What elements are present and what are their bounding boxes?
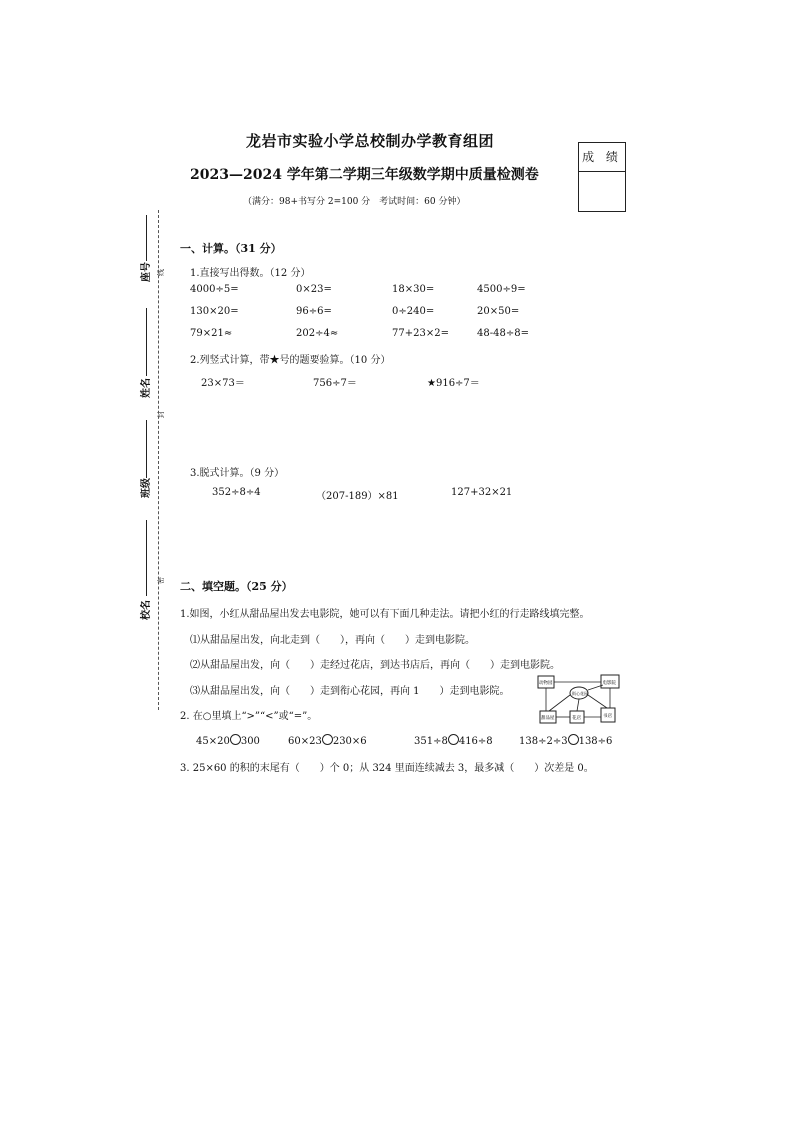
side-school-label: 校名 bbox=[141, 600, 152, 620]
fill-q1-title: 1.如图，小红从甜品屋出发去电影院，她可以有下面几种走法。请把小红的行走路线填完整。 bbox=[180, 609, 590, 620]
side-seat-line bbox=[146, 215, 147, 261]
map-label-zoo: 动物园 bbox=[539, 681, 553, 686]
calc-item: 0÷240= bbox=[392, 306, 435, 317]
score-box bbox=[578, 142, 626, 212]
side-name-label: 姓名 bbox=[141, 378, 152, 398]
compare-right: 230×6 bbox=[332, 736, 367, 747]
side-class-line bbox=[146, 420, 147, 478]
compare-item bbox=[288, 734, 367, 747]
side-seat-label: 座号 bbox=[141, 262, 152, 282]
compare-item bbox=[519, 734, 612, 747]
compare-left: 351÷8 bbox=[414, 736, 448, 747]
compare-item bbox=[196, 734, 260, 747]
map-label-book: 书店 bbox=[603, 714, 612, 719]
map-label-garden: 街心花园 bbox=[572, 691, 588, 696]
side-mark-seal: 封 bbox=[157, 411, 165, 418]
step-calc-item: 127+32×21 bbox=[451, 487, 513, 498]
map-label-sweet: 甜品屋 bbox=[541, 716, 555, 721]
compare-left: 138÷2÷3 bbox=[519, 736, 568, 747]
vertical-calc-item: 23×73＝ bbox=[201, 378, 245, 389]
calc-item: 96÷6= bbox=[296, 306, 332, 317]
side-mark-line: 线 bbox=[157, 269, 165, 276]
calc-item: 130×20= bbox=[190, 306, 239, 317]
side-class-label: 班级 bbox=[141, 478, 152, 498]
calc-item: 48-48÷8= bbox=[477, 328, 529, 339]
compare-left: 45×20 bbox=[196, 736, 230, 747]
calc-item: 0×23= bbox=[296, 284, 332, 295]
calc-item: 202÷4≈ bbox=[296, 328, 339, 339]
map-label-cinema: 电影院 bbox=[602, 681, 616, 686]
map-label-flower: 花店 bbox=[572, 716, 581, 721]
route-line-1: ⑴从甜品屋出发，向北走到（ ），再向（ ）走到电影院。 bbox=[190, 635, 475, 646]
q1-title: 1.直接写出得数。（12 分） bbox=[190, 268, 311, 279]
compare-circle[interactable] bbox=[230, 734, 241, 745]
calc-item: 4000÷5= bbox=[190, 284, 239, 295]
q3-title: 3.脱式计算。（9 分） bbox=[190, 468, 285, 479]
route-line-2: ⑵从甜品屋出发，向（ ）走经过花店，到达书店后，再向（ ）走到电影院。 bbox=[190, 660, 560, 671]
calc-item: 79×21≈ bbox=[190, 328, 233, 339]
compare-circle[interactable] bbox=[448, 734, 459, 745]
fill-q2-title: 2. 在○里填上“>”“<”或“=”。 bbox=[180, 711, 318, 722]
calc-item: 20×50= bbox=[477, 306, 520, 317]
q2-title: 2.列竖式计算，带★号的题要验算。（10 分） bbox=[190, 355, 391, 366]
calc-item: 4500÷9= bbox=[477, 284, 526, 295]
compare-circle[interactable] bbox=[568, 734, 579, 745]
exam-title: 2023—2024 学年第二学期三年级数学期中质量检测卷 bbox=[190, 167, 539, 183]
compare-right: 138÷6 bbox=[578, 736, 613, 747]
compare-right: 416÷8 bbox=[458, 736, 493, 747]
score-label: 成 绩 bbox=[579, 143, 625, 172]
exam-meta: （满分：98+书写分 2=100 分 考试时间：60 分钟） bbox=[243, 197, 466, 207]
step-calc-item: （207-189）×81 bbox=[316, 491, 399, 502]
route-line-3: ⑶从甜品屋出发，向（ ）走到衔心花园，再向 1 ）走到电影院。 bbox=[190, 686, 510, 697]
compare-right: 300 bbox=[240, 736, 260, 747]
side-name-line bbox=[146, 308, 147, 376]
calc-item: 77+23×2= bbox=[392, 328, 449, 339]
side-school-line bbox=[146, 520, 147, 596]
route-map bbox=[537, 673, 620, 725]
binding-dashed-line bbox=[158, 210, 159, 710]
side-mark-secret: 密 bbox=[157, 577, 165, 584]
compare-item bbox=[414, 734, 493, 747]
section1-title: 一、计算。（31 分） bbox=[180, 242, 282, 255]
fill-q3-title: 3. 25×60 的积的末尾有（ ）个 0；从 324 里面连续减去 3，最多减（ ）次差是 0。 bbox=[180, 763, 594, 774]
compare-left: 60×23 bbox=[288, 736, 322, 747]
section2-title: 二、填空题。（25 分） bbox=[180, 580, 293, 593]
vertical-calc-item: ★916÷7＝ bbox=[427, 378, 480, 389]
vertical-calc-item: 756÷7＝ bbox=[313, 378, 357, 389]
calc-item: 18×30= bbox=[392, 284, 435, 295]
exam-org-title: 龙岩市实验小学总校制办学教育组团 bbox=[246, 132, 495, 150]
compare-circle[interactable] bbox=[322, 734, 333, 745]
step-calc-item: 352÷8÷4 bbox=[212, 487, 261, 498]
